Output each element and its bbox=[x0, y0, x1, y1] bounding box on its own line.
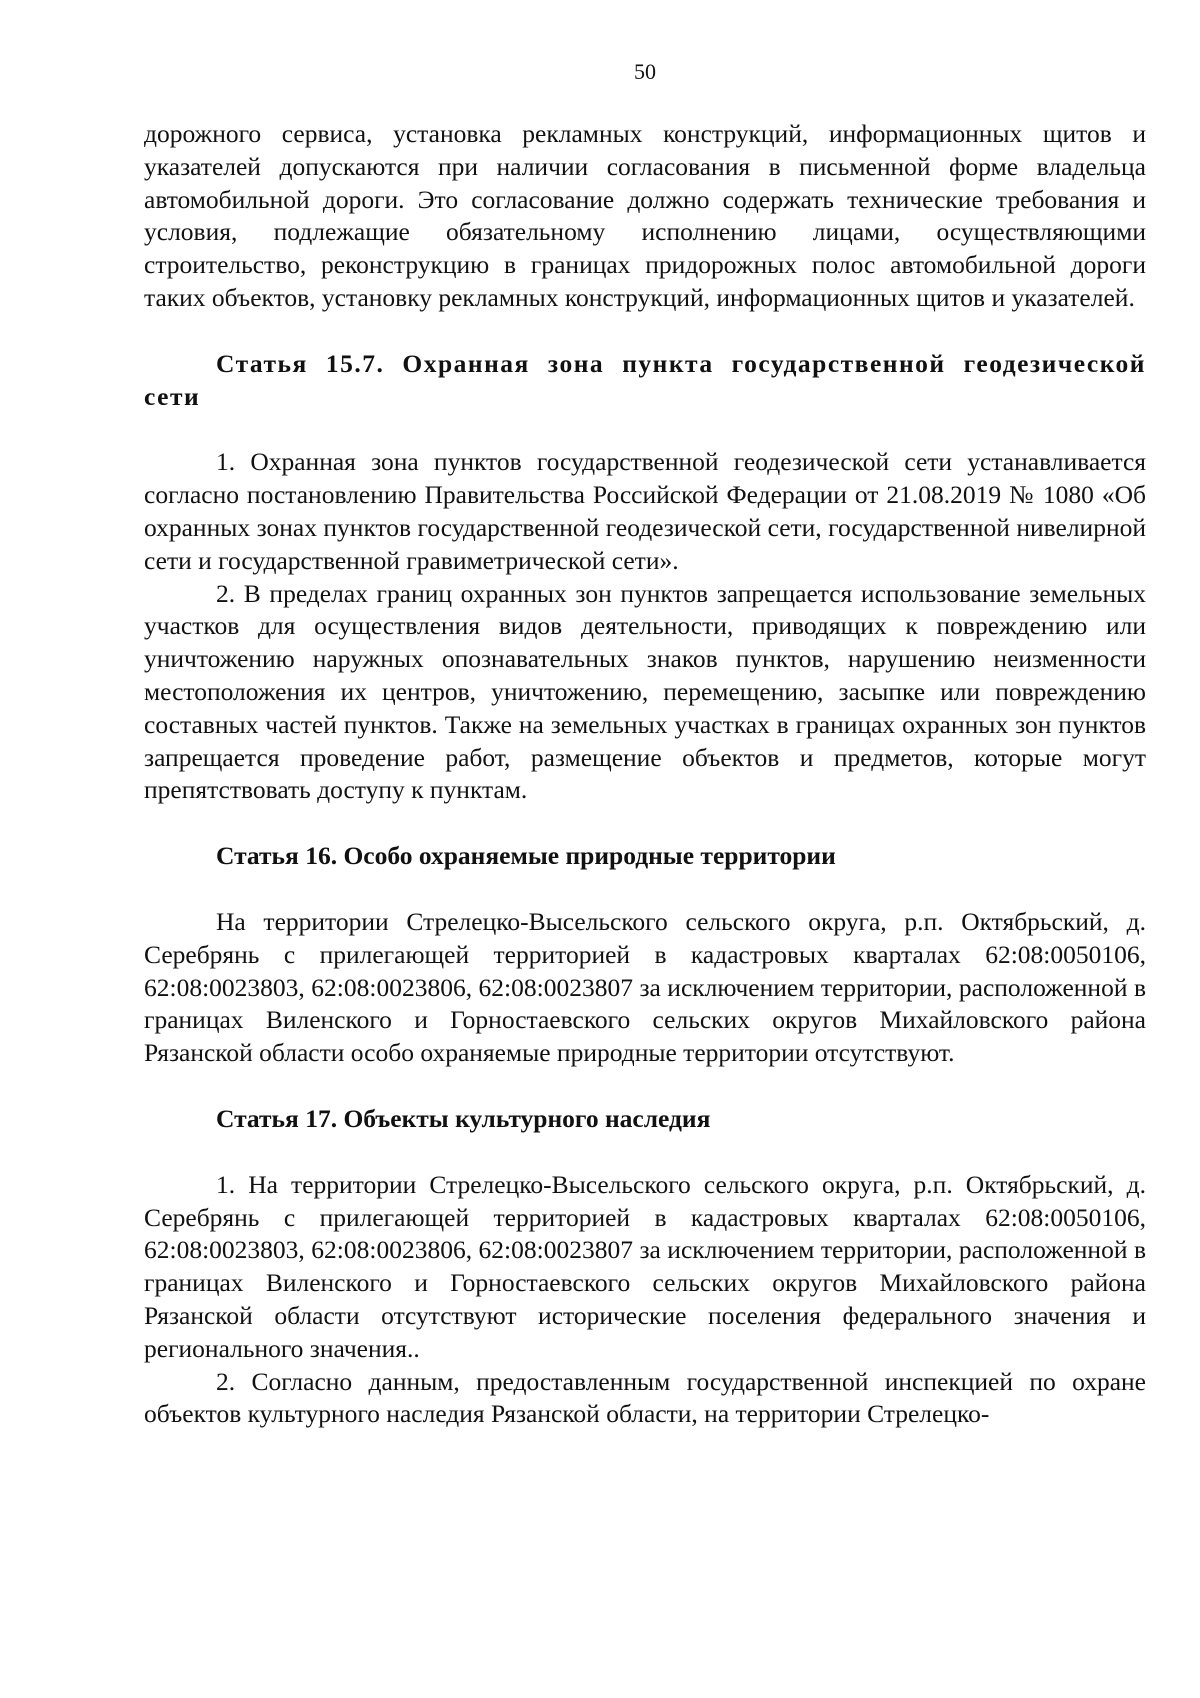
article-17-paragraph-1: 1. На территории Стрелецко-Высельского сельского округа, р.п. Октябрьский, д. Серебрянь с прилегающей территорией в кадастровых кварталах 62:08:0050106, 62:08:0023803, 62:08:0023806, 62:08:0023807 за исключением территории, расположенной в границах Виленского и Горностаевского сельских округов Михайловского района Рязанской области отсутствуют исторические поселения федерального значения и регионального значения.. bbox=[144, 1169, 1146, 1363]
article-16-heading: Статья 16. Особо охраняемые природные территории bbox=[216, 841, 836, 871]
continuation-paragraph: дорожного сервиса, установка рекламных конструкций, информационных щитов и указателей допускаются при наличии согласования в письменной форме владельца автомобильной дороги. Это согласование должно содержать технические требования и условия, подлежащие обязательному исполнению лицами, осуществляющими строительство, реконструкцию в границах придорожных полос автомобильной дороги таких объектов, установку рекламных конструкций, информационных щитов и указателей. bbox=[144, 119, 1146, 312]
article-17-heading: Статья 17. Объекты культурного наследия bbox=[216, 1103, 711, 1133]
article-16-paragraph-1: На территории Стрелецко-Высельского сельского округа, р.п. Октябрьский, д. Серебрянь с прилегающей территорией в кадастровых кварталах 62:08:0050106, 62:08:0023803, 62:08:0023806, 62:08:0023807 за исключением территории, расположенной в границах Виленского и Горностаевского сельских округов Михайловского района Рязанской области особо охраняемые природные территории отсутствуют. bbox=[144, 906, 1146, 1068]
article-17-paragraph-2: 2. Согласно данным, предоставленным государственной инспекцией по охране объектов культурного наследия Рязанской области, на территории Стрелецко- bbox=[144, 1366, 1146, 1429]
page-number: 50 bbox=[634, 59, 656, 84]
document-body bbox=[144, 118, 1146, 1431]
article-15-7-paragraph-2: 2. В пределах границ охранных зон пунктов запрещается использование земельных участков для осуществления видов деятельности, приводящих к повреждению или уничтожению наружных опознавательных знаков пунктов, нарушению неизменности местоположения их центров, уничтожению, перемещению, засыпке или повреждению составных частей пунктов. Также на земельных участках в границах охранных зон пунктов запрещается проведение работ, размещение объектов и предметов, которые могут препятствовать доступу к пунктам. bbox=[144, 578, 1146, 805]
article-15-7-heading: Статья 15.7. Охранная зона пункта государственной геодезической сети bbox=[144, 348, 1146, 411]
article-15-7-paragraph-1: 1. Охранная зона пунктов государственной геодезической сети устанавливается согласно постановлению Правительства Российской Федерации от 21.08.2019 № 1080 «Об охранных зонах пунктов государственной геодезической сети, государственной нивелирной сети и государственной гравиметрической сети». bbox=[144, 447, 1146, 575]
